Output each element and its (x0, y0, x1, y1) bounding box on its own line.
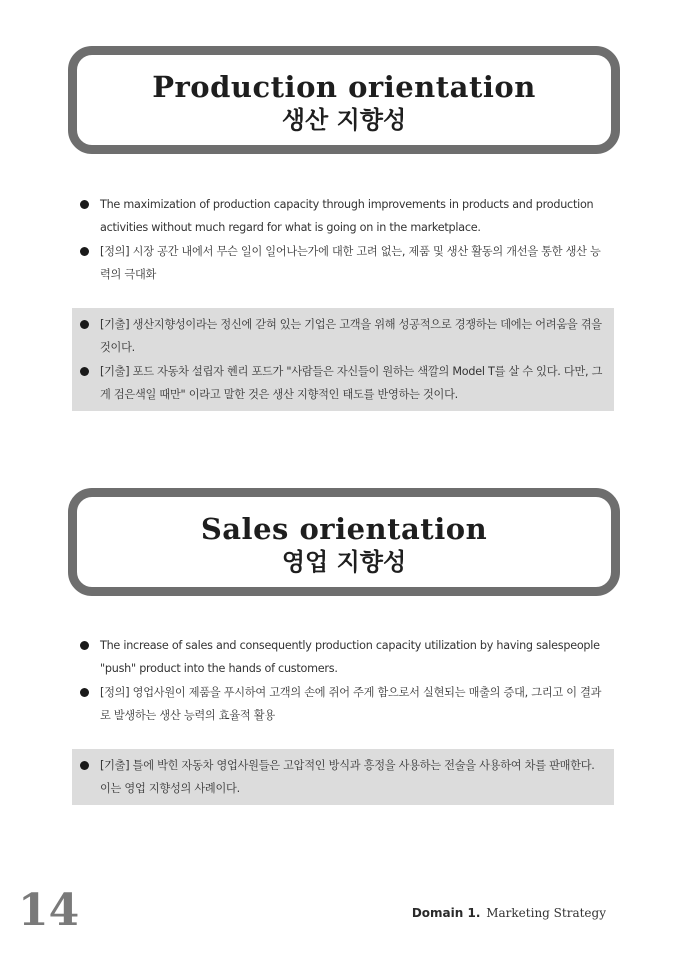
definition-text-en: The increase of sales and consequently production capacity utilization by having salespeople "push" product into the hands of customers. (100, 639, 600, 675)
definition-list-production (78, 193, 608, 286)
list-item (78, 240, 608, 286)
footer-domain: Domain 1. (411, 906, 481, 920)
section-title-box-production (68, 46, 620, 154)
list-item (78, 193, 608, 239)
exam-example-text: [기출] 포드 자동차 설립자 헨리 포드가 "사람들은 자신들이 원하는 색깔의 Model T를 살 수 있다. 다만, 그게 검은색일 때만" 이라고 말한 것은 생산 지향적인 태도를 반영하는 것이다. (100, 365, 603, 401)
footer-title: Marketing Strategy (486, 906, 606, 920)
list-item (78, 313, 608, 359)
definition-list-sales (78, 634, 608, 727)
bullet-icon (80, 641, 89, 650)
exam-example-text: [기출] 생산지향성이라는 정신에 갇혀 있는 기업은 고객을 위해 성공적으로 경쟁하는 데에는 어려움을 겪을 것이다. (100, 318, 602, 354)
section-title-ko: 생산 지향성 (281, 106, 407, 134)
section-title-ko: 영업 지향성 (281, 548, 407, 576)
list-item (78, 634, 608, 680)
definition-text-ko: [정의] 시장 공간 내에서 무슨 일이 일어나는가에 대한 고려 없는, 제품 및 생산 활동의 개선을 통한 생산 능력의 극대화 (100, 245, 601, 281)
definition-text-ko: [정의] 영업사원이 제품을 푸시하여 고객의 손에 쥐어 주게 함으로서 실현되는 매출의 증대, 그리고 이 결과로 발생하는 생산 능력의 효율적 활용 (100, 686, 602, 722)
list-item (78, 681, 608, 727)
bullet-icon (80, 320, 89, 329)
section-title-en: Sales orientation (200, 512, 488, 546)
definition-text-en: The maximization of production capacity through improvements in products and production activities without much regard for what is going on in the marketplace. (100, 198, 594, 234)
section-title-box-sales (68, 488, 620, 596)
bullet-icon (80, 761, 89, 770)
section-title-en: Production orientation (152, 70, 536, 104)
bullet-icon (80, 367, 89, 376)
running-footer (412, 906, 606, 920)
page-number: 14 (18, 885, 80, 936)
exam-examples-box-production (72, 308, 614, 411)
exam-example-text: [기출] 틀에 박힌 자동차 영업사원들은 고압적인 방식과 흥정을 사용하는 전술을 사용하여 차를 판매한다. 이는 영업 지향성의 사례이다. (100, 759, 595, 795)
exam-examples-box-sales (72, 749, 614, 805)
bullet-icon (80, 200, 89, 209)
list-item (78, 360, 608, 406)
list-item (78, 754, 608, 800)
bullet-icon (80, 247, 89, 256)
bullet-icon (80, 688, 89, 697)
